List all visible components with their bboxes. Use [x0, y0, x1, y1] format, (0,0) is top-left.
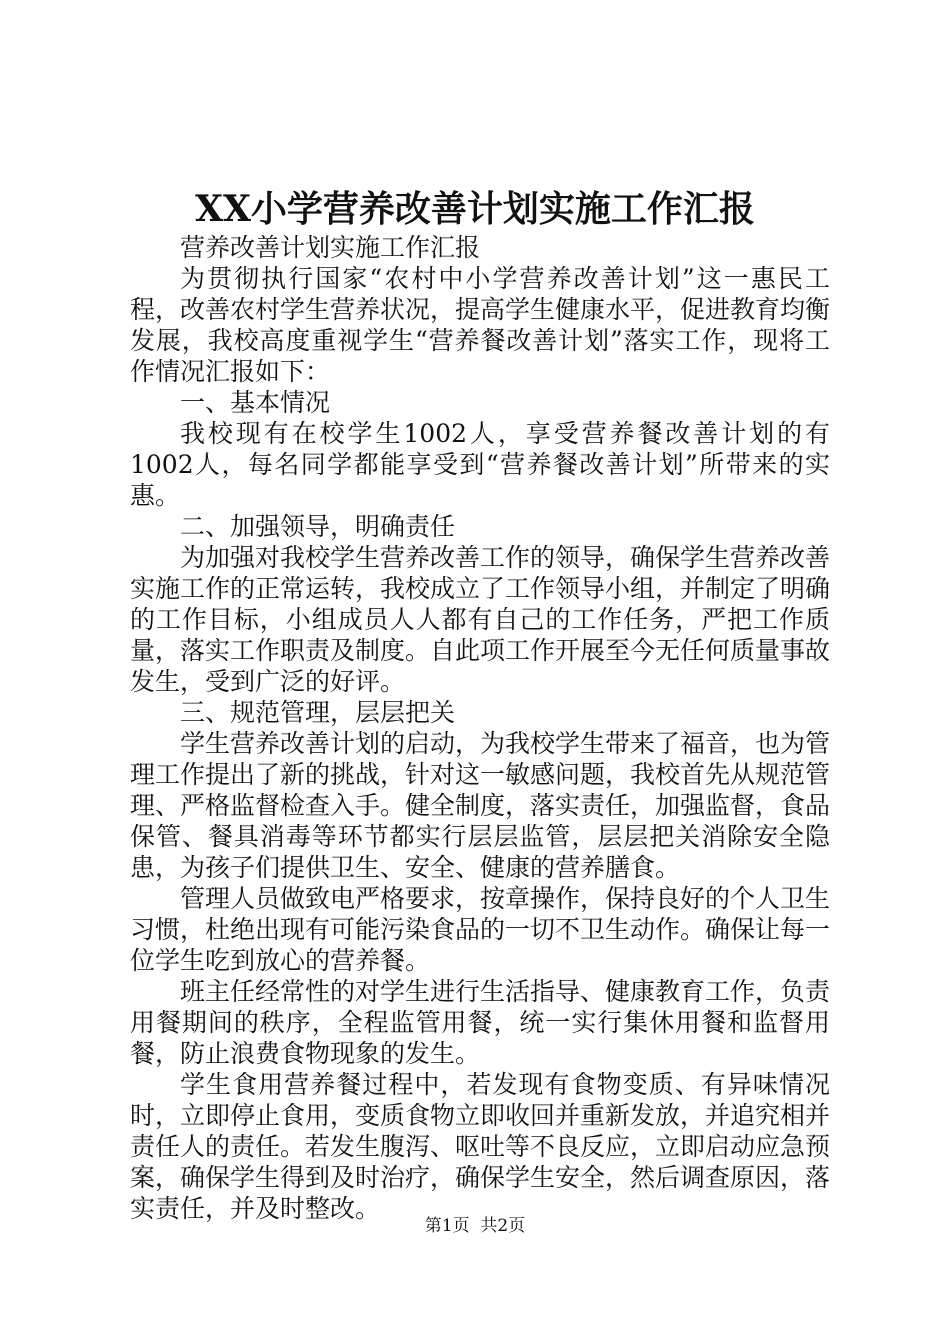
section-heading-basic: 一、基本情况 [180, 388, 331, 417]
paragraph-management: 学生营养改善计划的启动，为我校学生带来了福音，也为管理工作提出了新的挑战，针对这一敏感问题，我校首先从规范管理、严格监督检查入手。健全制度，落实责任，加强监督，食品保管、餐具消毒等环节都实行层层监管，层层把关消除安全隐患，为孩子们提供卫生、安全、健康的营养膳食。 [130, 729, 831, 882]
paragraph-leadership: 为加强对我校学生营养改善工作的领导，确保学生营养改善实施工作的正常运转，我校成立了工作领导小组，并制定了明确的工作目标，小组成员人人都有自己的工作任务，严把工作质量，落实工作职责及制度。自此项工作开展至今无任何质量事故发生，受到广泛的好评。 [130, 543, 831, 696]
paragraph-basic: 我校现有在校学生1002人，享受营养餐改善计划的有1002人，每名同学都能享受到“营养餐改善计划”所带来的实惠。 [130, 419, 830, 510]
paragraph-intro: 为贯彻执行国家“农村中小学营养改善计划”这一惠民工程，改善农村学生营养状况，提高学生健康水平，促进教育均衡发展，我校高度重视学生“营养餐改善计划”落实工作，现将工作情况汇报如下： [130, 264, 831, 386]
page-number: 第1页 [424, 1216, 470, 1236]
paragraph-staff: 管理人员做致电严格要求，按章操作，保持良好的个人卫生习惯，杜绝出现有可能污染食品的一切不卫生动作。确保让每一位学生吃到放心的营养餐。 [130, 884, 831, 975]
document-body [130, 232, 830, 1224]
paragraph-subtitle: 营养改善计划实施工作汇报 [180, 233, 481, 262]
paragraph-teachers: 班主任经常性的对学生进行生活指导、健康教育工作，负责用餐期间的秩序，全程监管用餐，统一实行集休用餐和监督用餐，防止浪费食物现象的发生。 [130, 977, 831, 1068]
section-heading-management: 三、规范管理，层层把关 [180, 698, 456, 727]
page-total: 共2页 [480, 1216, 526, 1236]
document-title: XX小学营养改善计划实施工作汇报 [195, 188, 755, 230]
paragraph-emergency: 学生食用营养餐过程中，若发现有食物变质、有异味情况时，立即停止食用，变质食物立即收回并重新发放，并追究相并责任人的责任。若发生腹泻、呕吐等不良反应，立即启动应急预案，确保学生得到及时治疗，确保学生安全，然后调查原因，落实责任，并及时整改。 [130, 1070, 831, 1223]
section-heading-leadership: 二、加强领导，明确责任 [180, 512, 456, 541]
page-footer [0, 1214, 950, 1238]
